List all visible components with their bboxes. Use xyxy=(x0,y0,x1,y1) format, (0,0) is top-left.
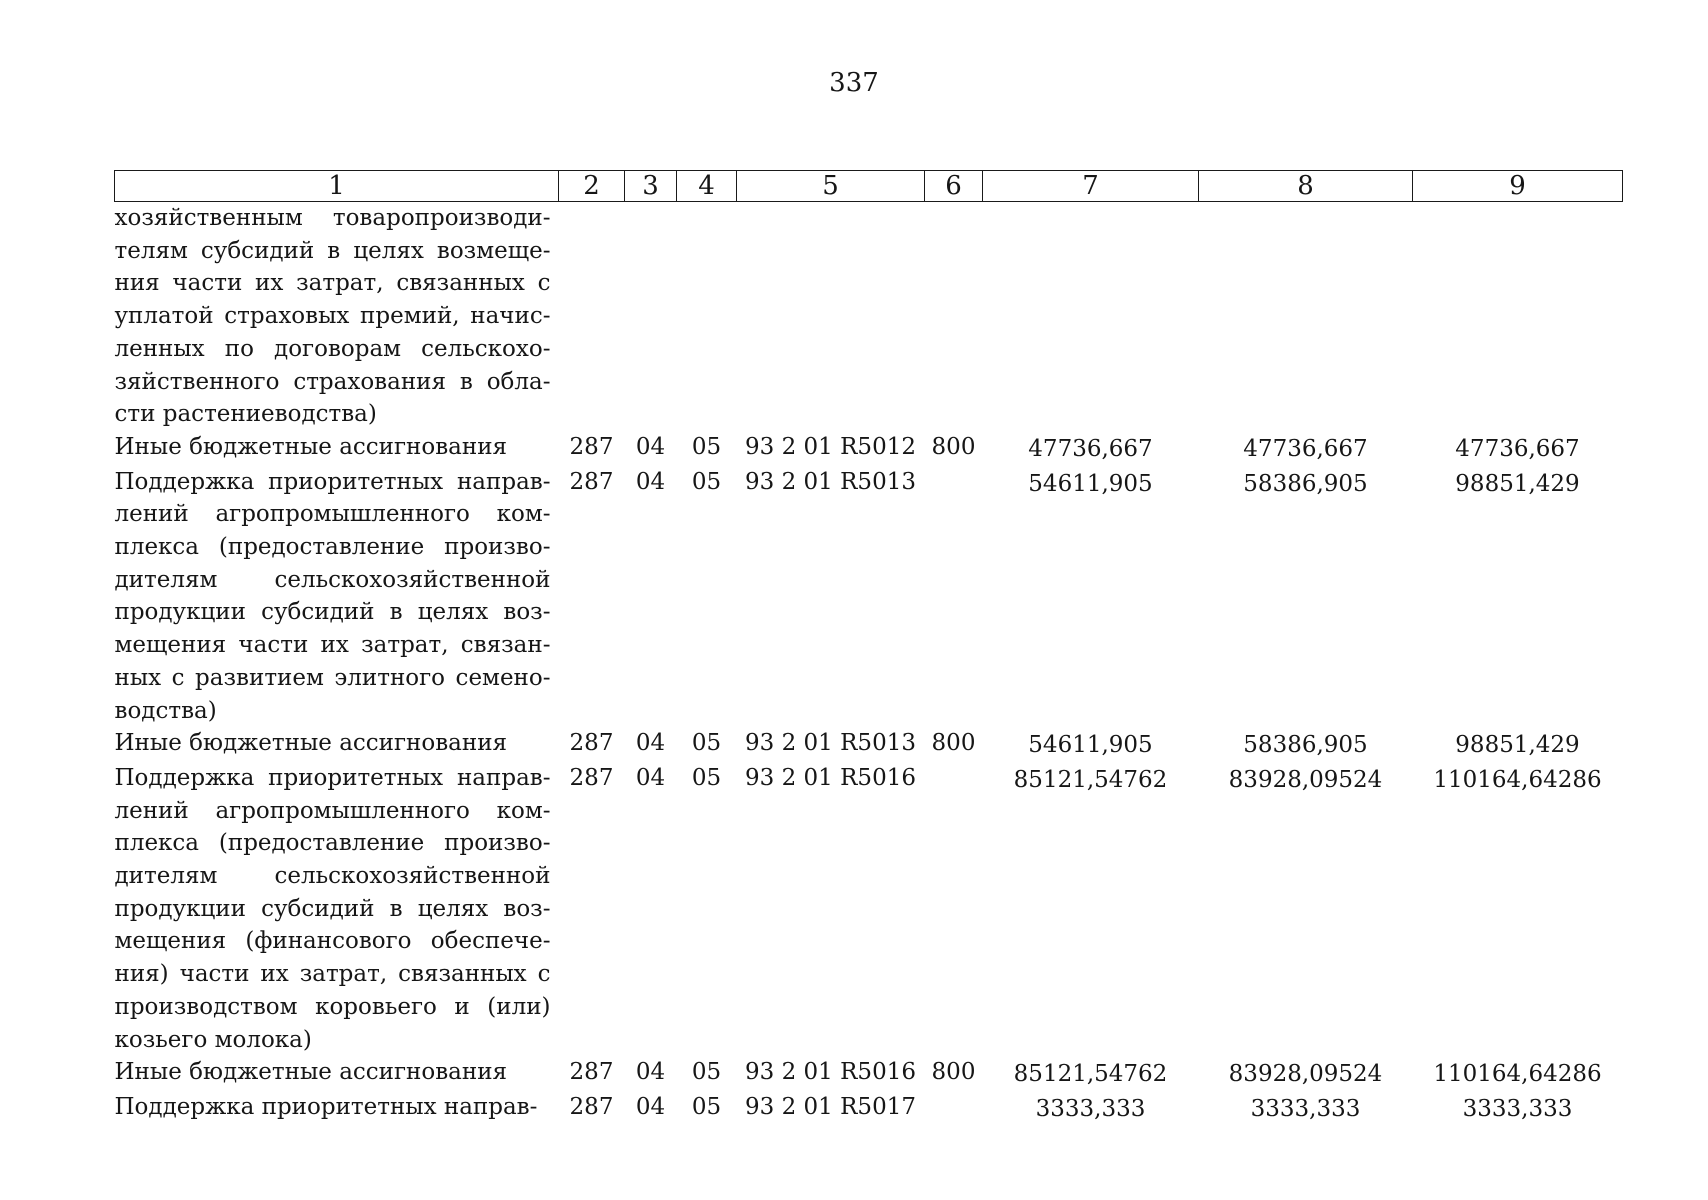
description-line: зяйственного страхования в обла- xyxy=(114,368,551,395)
description-line: Поддержка приоритетных направ- xyxy=(114,764,551,791)
ministry-code-cell: 287 xyxy=(569,433,614,460)
subsection-code-cell: 05 xyxy=(691,1093,722,1120)
amount-col-8-cell xyxy=(1199,202,1413,431)
amount-col-7-cell: 3333,333 xyxy=(1035,1095,1146,1122)
row-description xyxy=(115,202,559,431)
amount-col-7-cell: 54611,905 xyxy=(1028,732,1153,759)
row-description xyxy=(115,1056,559,1091)
description-line: продукции субсидий в целях воз- xyxy=(114,599,551,626)
description-line: водства) xyxy=(114,697,217,724)
description-line: производством коровьего и (или) xyxy=(114,993,551,1020)
description-line: Поддержка приоритетных направ- xyxy=(114,1093,538,1120)
col-header-7: 7 xyxy=(983,171,1199,202)
section-code-cell: 04 xyxy=(635,764,666,791)
amount-col-8-cell: 58386,905 xyxy=(1243,732,1368,759)
description-line: мещения (финансового обеспече- xyxy=(114,928,551,955)
subsection-code-cell: 05 xyxy=(691,468,722,495)
description-line: ленных по договорам сельскохо- xyxy=(114,335,551,362)
amount-col-9-cell: 110164,64286 xyxy=(1433,1061,1602,1088)
ministry-code-cell xyxy=(559,202,625,431)
amount-col-9-cell: 110164,64286 xyxy=(1433,766,1602,793)
table-row xyxy=(115,762,1623,1056)
description-line: Иные бюджетные ассигнования xyxy=(114,730,508,757)
description-line: плекса (предоставление произво- xyxy=(114,534,551,561)
description-line: козьего молока) xyxy=(114,1026,312,1053)
description-line: Поддержка приоритетных направ- xyxy=(114,468,551,495)
amount-col-9-cell: 98851,429 xyxy=(1455,470,1580,497)
description-line: мещения части их затрат, связан- xyxy=(114,632,551,659)
ministry-code-cell: 287 xyxy=(569,764,614,791)
amount-col-8-cell: 83928,09524 xyxy=(1228,1061,1383,1088)
row-description xyxy=(115,762,559,1056)
description-line: Иные бюджетные ассигнования xyxy=(114,433,508,460)
amount-col-9-cell: 3333,333 xyxy=(1462,1095,1573,1122)
col-header-9: 9 xyxy=(1413,171,1623,202)
section-code-cell: 04 xyxy=(635,1093,666,1120)
subsection-code-cell: 05 xyxy=(691,433,722,460)
expense-type-cell: 800 xyxy=(931,730,976,757)
target-article-cell xyxy=(737,202,925,431)
description-line: сти растениеводства) xyxy=(114,401,377,428)
table-row xyxy=(115,202,1623,431)
row-description xyxy=(115,431,559,466)
amount-col-7-cell xyxy=(983,202,1199,431)
row-description xyxy=(115,1091,559,1126)
subsection-code-cell: 05 xyxy=(691,764,722,791)
table-row xyxy=(115,1091,1623,1126)
description-line: лений агропромышленного ком- xyxy=(114,501,551,528)
col-header-1: 1 xyxy=(115,171,559,202)
page-number: 337 xyxy=(829,68,879,98)
target-article-cell: 93 2 01 R5012 xyxy=(745,433,916,460)
amount-col-8-cell: 47736,667 xyxy=(1243,435,1368,462)
description-line: хозяйственным товаропроизводи- xyxy=(114,205,551,231)
table-body xyxy=(115,202,1623,1126)
ministry-code-cell: 287 xyxy=(569,730,614,757)
section-code-cell xyxy=(625,202,677,431)
col-header-6: 6 xyxy=(925,171,983,202)
section-code-cell: 04 xyxy=(635,433,666,460)
section-code-cell: 04 xyxy=(635,468,666,495)
target-article-cell: 93 2 01 R5016 xyxy=(745,764,916,791)
amount-col-9-cell: 98851,429 xyxy=(1455,732,1580,759)
expense-type-cell xyxy=(925,1091,983,1126)
expense-type-cell: 800 xyxy=(931,433,976,460)
description-line: плекса (предоставление произво- xyxy=(114,830,551,857)
table-header-row xyxy=(115,171,1623,202)
col-header-5: 5 xyxy=(737,171,925,202)
ministry-code-cell: 287 xyxy=(569,1059,614,1086)
subsection-code-cell xyxy=(677,202,737,431)
amount-col-7-cell: 85121,54762 xyxy=(1013,1061,1168,1088)
amount-col-8-cell: 83928,09524 xyxy=(1228,766,1383,793)
description-line: дителям сельскохозяйственной xyxy=(114,566,551,593)
target-article-cell: 93 2 01 R5013 xyxy=(745,468,916,495)
expense-type-cell xyxy=(925,202,983,431)
description-line: ных с развитием элитного семено- xyxy=(114,664,551,691)
ministry-code-cell: 287 xyxy=(569,1093,614,1120)
table-row xyxy=(115,1056,1623,1091)
description-line: продукции субсидий в целях воз- xyxy=(114,895,551,922)
target-article-cell: 93 2 01 R5017 xyxy=(745,1093,916,1120)
expense-type-cell xyxy=(925,762,983,1056)
description-line: ния) части их затрат, связанных с xyxy=(114,961,551,988)
section-code-cell: 04 xyxy=(635,1059,666,1086)
amount-col-7-cell: 85121,54762 xyxy=(1013,766,1168,793)
description-line: телям субсидий в целях возмеще- xyxy=(114,237,551,264)
description-line: уплатой страховых премий, начис- xyxy=(114,303,551,330)
subsection-code-cell: 05 xyxy=(691,1059,722,1086)
amount-col-8-cell: 58386,905 xyxy=(1243,470,1368,497)
col-header-3: 3 xyxy=(625,171,677,202)
amount-col-7-cell: 47736,667 xyxy=(1028,435,1153,462)
col-header-2: 2 xyxy=(559,171,625,202)
budget-table xyxy=(114,170,1623,1126)
description-line: Иные бюджетные ассигнования xyxy=(114,1059,508,1086)
table-row xyxy=(115,466,1623,728)
amount-col-7-cell: 54611,905 xyxy=(1028,470,1153,497)
amount-col-8-cell: 3333,333 xyxy=(1250,1095,1361,1122)
section-code-cell: 04 xyxy=(635,730,666,757)
table-row xyxy=(115,727,1623,762)
description-line: дителям сельскохозяйственной xyxy=(114,863,551,890)
expense-type-cell: 800 xyxy=(931,1059,976,1086)
expense-type-cell xyxy=(925,466,983,728)
amount-col-9-cell: 47736,667 xyxy=(1455,435,1580,462)
ministry-code-cell: 287 xyxy=(569,468,614,495)
target-article-cell: 93 2 01 R5013 xyxy=(745,730,916,757)
description-line: лений агропромышленного ком- xyxy=(114,797,551,824)
row-description xyxy=(115,727,559,762)
row-description xyxy=(115,466,559,728)
amount-col-9-cell xyxy=(1413,202,1623,431)
col-header-8: 8 xyxy=(1199,171,1413,202)
table-row xyxy=(115,431,1623,466)
subsection-code-cell: 05 xyxy=(691,730,722,757)
description-line: ния части их затрат, связанных с xyxy=(114,270,551,297)
target-article-cell: 93 2 01 R5016 xyxy=(745,1059,916,1086)
col-header-4: 4 xyxy=(677,171,737,202)
